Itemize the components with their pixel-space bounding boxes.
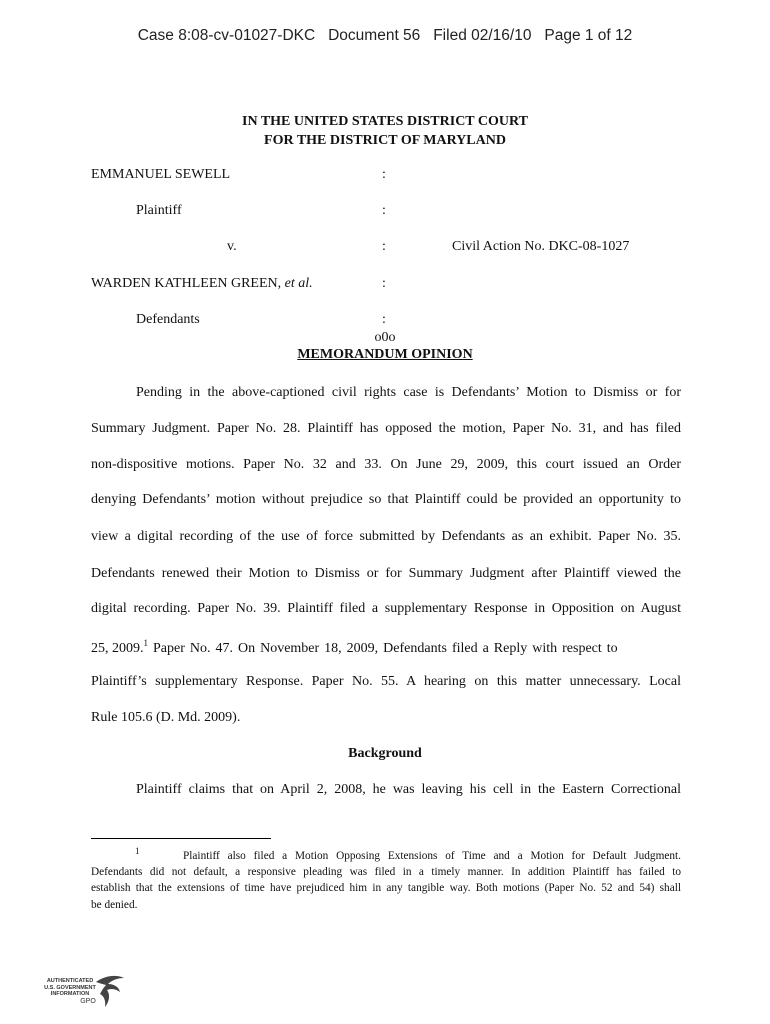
- footnote-reference: 1: [143, 638, 148, 648]
- body-text: Paper No. 47. On November 18, 2009, Defendants filed a Reply with respect to: [148, 641, 618, 656]
- body-line: digital recording. Paper No. 39. Plaintiff filed a supplementary Response in Opposition on August: [91, 601, 681, 616]
- body-line: view a digital recording of the use of force submitted by Defendants as an exhibit. Paper No. 35.: [91, 529, 681, 544]
- court-title: [0, 112, 770, 150]
- body-line: Plaintiff’s supplementary Response. Paper No. 55. A hearing on this matter unnecessary. Local: [91, 674, 681, 689]
- body-text: 25, 2009.: [91, 641, 144, 656]
- body-line: Plaintiff claims that on April 2, 2008, he was leaving his cell in the Eastern Correctional: [136, 782, 681, 797]
- caption-separator: o0o: [374, 330, 396, 345]
- body-line: denying Defendants’ motion without prejudice so that Plaintiff could be provided an opportunity to: [91, 492, 681, 507]
- logo-text: AUTHENTICATED: [46, 978, 94, 984]
- et-al: et al.: [284, 276, 313, 291]
- body-line: [91, 638, 681, 657]
- logo-text: GPO: [80, 998, 96, 1005]
- caption-colon: :: [382, 276, 386, 291]
- plaintiff-name: EMMANUEL SEWELL: [91, 167, 231, 182]
- footnote-line: Defendants did not default, a responsive pleading was filed in a timely manner. In addition Plaintiff has failed to: [91, 866, 681, 878]
- defendant-name: [91, 276, 313, 292]
- footnote-line: Plaintiff also filed a Motion Opposing Extensions of Time and a Motion for Default Judgment.: [183, 850, 681, 862]
- footnote-line: establish that the extensions of time have prejudiced him in any tangible way. Both motions (Paper No. 52 and 54) shall: [91, 882, 681, 894]
- document-title: MEMORANDUM OPINION: [297, 347, 473, 362]
- logo-text: U.S. GOVERNMENT: [44, 984, 96, 991]
- versus-label: v.: [227, 239, 237, 254]
- eagle-icon: [92, 974, 128, 1014]
- plaintiff-label: Plaintiff: [136, 203, 182, 218]
- defendants-label: Defendants: [136, 312, 200, 327]
- court-title-line2: FOR THE DISTRICT OF MARYLAND: [264, 133, 506, 148]
- caption-colon: :: [382, 312, 386, 327]
- body-line: Defendants renewed their Motion to Dismiss or for Summary Judgment after Plaintiff viewed the: [91, 566, 681, 581]
- section-heading: Background: [348, 746, 422, 761]
- body-line: Rule 105.6 (D. Md. 2009).: [91, 710, 241, 725]
- footnote-line: be denied.: [91, 899, 138, 911]
- caption-colon: :: [382, 203, 386, 218]
- body-line: non-dispositive motions. Paper No. 32 and 33. On June 29, 2009, this court issued an Order: [91, 457, 681, 472]
- caption-colon: :: [382, 167, 386, 182]
- body-line: Summary Judgment. Paper No. 28. Plaintiff has opposed the motion, Paper No. 31, and has filed: [91, 421, 681, 436]
- footnote-divider: [91, 838, 271, 839]
- civil-action-number: Civil Action No. DKC-08-1027: [452, 239, 630, 254]
- logo-text: INFORMATION: [50, 991, 90, 997]
- gpo-authenticated-logo: [40, 974, 130, 1014]
- court-title-line1: IN THE UNITED STATES DISTRICT COURT: [242, 114, 528, 129]
- caption-colon: :: [382, 239, 386, 254]
- body-line: Pending in the above-captioned civil rights case is Defendants’ Motion to Dismiss or for: [136, 385, 681, 400]
- case-header: Case 8:08-cv-01027-DKC Document 56 Filed 02/16/10 Page 1 of 12: [137, 27, 633, 44]
- footnote-mark: 1: [135, 846, 140, 856]
- defendant-name-text: WARDEN KATHLEEN GREEN,: [91, 276, 285, 291]
